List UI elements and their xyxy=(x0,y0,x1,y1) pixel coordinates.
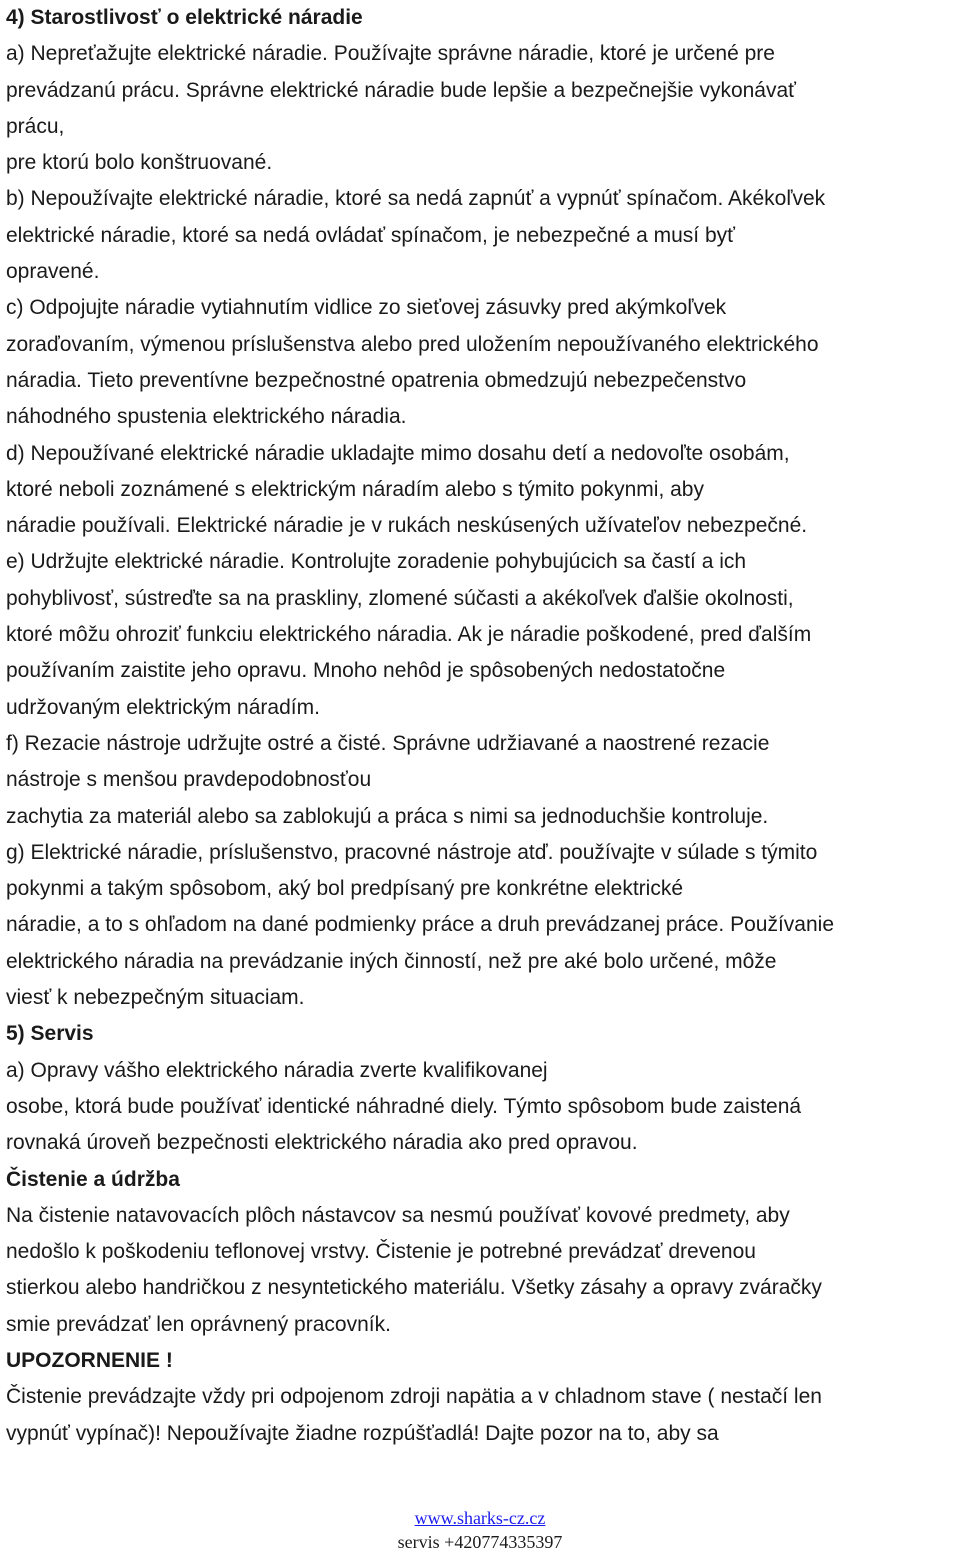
text-line: a) Opravy vášho elektrického náradia zverte kvalifikovanej xyxy=(6,1058,548,1082)
website-link[interactable]: www.sharks-cz.cz xyxy=(414,1508,546,1528)
text-line: ktoré neboli zoznámené s elektrickým náradím alebo s týmito pokynmi, aby xyxy=(6,477,704,501)
text-line: rovnaká úroveň bezpečnosti elektrického náradia ako pred opravou. xyxy=(6,1131,638,1155)
section-heading: Čistenie a údržba xyxy=(6,1167,180,1191)
text-line: opravené. xyxy=(6,260,100,284)
text-line: nástroje s menšou pravdepodobnosťou xyxy=(6,768,372,792)
text-line: elektrické náradie, ktoré sa nedá ovládať spínačom, je nebezpečné a musí byť xyxy=(6,223,736,247)
page-footer xyxy=(0,1506,960,1554)
text-line: náradia. Tieto preventívne bezpečnostné opatrenia obmedzujú nebezpečenstvo xyxy=(6,368,747,392)
text-line: vypnúť vypínač)! Nepoužívajte žiadne rozpúšťadlá! Dajte pozor na to, aby sa xyxy=(6,1421,719,1445)
text-line: prácu, xyxy=(6,114,65,138)
text-line: náradie používali. Elektrické náradie je v rukách neskúsených užívateľov nebezpečné. xyxy=(6,514,808,538)
text-line: udržovaným elektrickým náradím. xyxy=(6,695,320,719)
text-line: zachytia za materiál alebo sa zablokujú a práca s nimi sa jednoduchšie kontroluje. xyxy=(6,804,769,828)
text-line: prevádzanú prácu. Správne elektrické náradie bude lepšie a bezpečnejšie vykonávať xyxy=(6,78,797,102)
document-body xyxy=(6,0,958,1452)
text-line: nedošlo k poškodeniu teflonovej vrstvy. Čistenie je potrebné prevádzať drevenou xyxy=(6,1240,756,1264)
text-line: b) Nepoužívajte elektrické náradie, ktoré sa nedá zapnúť a vypnúť spínačom. Akékoľvek xyxy=(6,187,826,211)
text-line: c) Odpojujte náradie vytiahnutím vidlice zo sieťovej zásuvky pred akýmkoľvek xyxy=(6,296,727,320)
text-line: stierkou alebo handričkou z nesyntetického materiálu. Všetky zásahy a opravy zváračky xyxy=(6,1276,822,1300)
text-line: e) Udržujte elektrické náradie. Kontrolujte zoradenie pohybujúcich sa častí a ich xyxy=(6,550,747,574)
text-line: viesť k nebezpečným situaciam. xyxy=(6,986,305,1010)
text-line: pre ktorú bolo konštruované. xyxy=(6,151,273,175)
text-line: zoraďovaním, výmenou príslušenstva alebo pred uložením nepoužívaného elektrického xyxy=(6,332,819,356)
text-line: smie prevádzať len oprávnený pracovník. xyxy=(6,1312,391,1336)
text-line: náhodného spustenia elektrického náradia. xyxy=(6,405,407,429)
text-line: a) Nepreťažujte elektrické náradie. Používajte správne náradie, ktoré je určené pre xyxy=(6,42,775,66)
text-line: ktoré môžu ohroziť funkciu elektrického náradia. Ak je náradie poškodené, pred ďalším xyxy=(6,623,812,647)
text-line: elektrického náradia na prevádzanie iných činností, než pre aké bolo určené, môže xyxy=(6,949,777,973)
service-contact: servis +420774335397 xyxy=(397,1532,563,1552)
text-line: osobe, ktorá bude používať identické náhradné diely. Týmto spôsobom bude zaistená xyxy=(6,1094,802,1118)
text-line: používaním zaistite jeho opravu. Mnoho nehôd je spôsobených nedostatočne xyxy=(6,659,726,683)
text-line: f) Rezacie nástroje udržujte ostré a čisté. Správne udržiavané a naostrené rezacie xyxy=(6,731,770,755)
text-line: pohyblivosť, sústreďte sa na praskliny, zlomené súčasti a akékoľvek ďalšie okolnosti, xyxy=(6,586,794,610)
section-heading: 5) Servis xyxy=(6,1022,94,1046)
text-line: g) Elektrické náradie, príslušenstvo, pracovné nástroje atď. používajte v súlade s týmito xyxy=(6,840,818,864)
text-line: náradie, a to s ohľadom na dané podmienky práce a druh prevádzanej práce. Používanie xyxy=(6,913,834,937)
text-line: pokynmi a takým spôsobom, aký bol predpísaný pre konkrétne elektrické xyxy=(6,877,683,901)
section-heading: UPOZORNENIE ! xyxy=(6,1348,173,1372)
section-heading: 4) Starostlivosť o elektrické náradie xyxy=(6,6,363,29)
text-line: Na čistenie natavovacích plôch nástavcov sa nesmú používať kovové predmety, aby xyxy=(6,1203,790,1227)
text-line: Čistenie prevádzajte vždy pri odpojenom zdroji napätia a v chladnom stave ( nestačí len xyxy=(6,1385,822,1409)
text-line: d) Nepoužívané elektrické náradie ukladajte mimo dosahu detí a nedovoľte osobám, xyxy=(6,441,790,465)
